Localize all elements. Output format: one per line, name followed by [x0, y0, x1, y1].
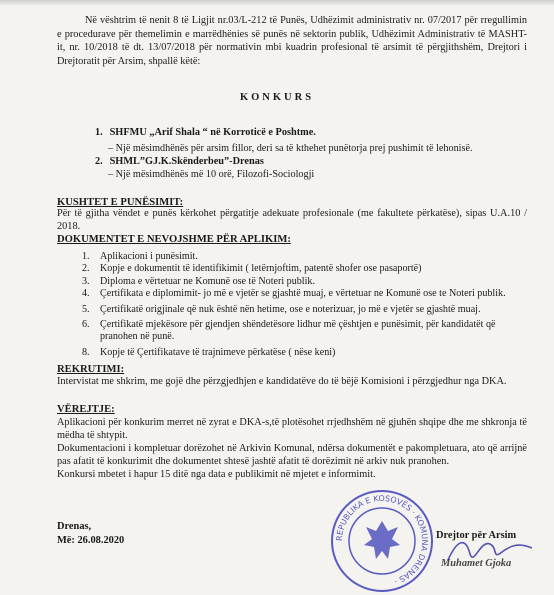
- date-text: Më: 26.08.2020: [57, 535, 125, 546]
- position-2-school: [95, 155, 264, 168]
- list-item: 8. Kopje të Çertifikatave të trajnimeve përkatëse ( nëse keni): [82, 346, 336, 358]
- recruitment-text: Intervistat me shkrim, me gojë dhe përzgjedhjen e kandidatëve do të bëjë Komisioni i përzgjedhur nga DKA.: [57, 376, 507, 387]
- list-item: 3. Diploma e vërtetuar ne Komunë ose të Noteri publik.: [82, 275, 315, 287]
- list-item: 6. Çertifikatë mjekësore për gjendjen shëndetësore lidhur më çështjen e punësimit, për kandidatët që pranohen në punë.: [82, 319, 496, 343]
- documents-list: [82, 251, 522, 359]
- list-item: 2. Kopje e dokumentit të identifikimit ( letërnjoftim, patentë shofer ose pasaportë): [82, 263, 422, 275]
- position-1-description: – Një mësimdhënës për arsim fillor, deri sa të kthehet punëtorja prej pushimit të lehonisë.: [108, 143, 473, 154]
- list-item: 1. Aplikacioni i punësimit.: [82, 251, 198, 262]
- position-2-number: 2.: [95, 156, 103, 167]
- list-item: 5. Çertifikatë origjinale që nuk është nën hetime, ose e noterizuar, jo më e vjetër se gjashtë muaj.: [82, 303, 481, 315]
- position-1-school: [95, 126, 316, 139]
- position-2-title: SHML”GJ.K.Skënderbeu”-Drenas: [109, 156, 264, 167]
- position-1-desc-text: Një mësimdhënës për arsim fillor, deri sa të kthehet punëtorja prej pushimit të lehonisë.: [115, 143, 473, 154]
- place-and-date: [57, 520, 124, 548]
- eagle-emblem-icon: [364, 521, 400, 559]
- intro-paragraph: Në vështrim të nenit 8 të Ligjit nr.03/L-212 të Punës, Udhëzimit administrativ nr. 07/2017 për rregullimin e procedurave për themelimin e marrëdhënies së punës në sektorin publik, Udhëzimit Administrativ të MASHT-it, nr. 10/2018 të dt. 13/07/2018 për normativin mbi kuadrin profesional të arsimit të përgjithshëm, Drejtori i Drejtoratit për Arsim, shpallë këtë:: [57, 15, 527, 67]
- position-2-description: – Një mësimdhënës më 10 orë, Filozofi-Sociologji: [108, 169, 315, 180]
- seal-text: REPUBLIKA E KOSOVËS · KOMUNA DRENAS ·: [334, 493, 430, 586]
- notes-heading: VËREJTJE:: [57, 404, 115, 415]
- list-item: 4. Çertifikata e diplomimit- jo më e vjetër se gjashtë muaj, e vërtetuar ne Komunë ose te Noteri publik.: [82, 288, 506, 300]
- notes-paragraph-1: Aplikacioni për konkurim merret në zyrat e DKA-s,të plotësohet rrjedhshëm në gjuhën shqipe dhe me shkronja të mëdha të shtypit.: [57, 417, 527, 441]
- notes-paragraph-2: Dokumentacioni i kompletuar dorëzohet në Arkivin Komunal, ndërsa dokumentët e pakompletuara, ato që arrijnë pas afatit të konkurimit dhe dokumentet shtesë jashtë afatit të dorëzimit në arkiv nuk pranohen.: [57, 443, 527, 467]
- conditions-text: Për të gjitha vëndet e punës kërkohet përgatitje adekuate profesionale (me fakultete përkatëse), sipas U.A.10 / 2018.: [57, 208, 527, 232]
- signer-title: Drejtor për Arsim: [436, 530, 517, 541]
- place-text: Drenas,: [57, 521, 92, 532]
- position-1-title: SHFMU „Arif Shala “ në Korroticë e Poshtme.: [109, 127, 316, 138]
- signer-name: Muhamet Gjoka: [441, 558, 512, 569]
- handwritten-signature: [440, 530, 540, 570]
- position-1-number: 1.: [95, 127, 103, 138]
- recruitment-heading: REKRUTIMI:: [57, 364, 125, 375]
- position-2-desc-text: Një mësimdhënës më 10 orë, Filozofi-Sociologji: [115, 169, 315, 180]
- conditions-heading: KUSHTET E PUNËSIMIT:: [57, 197, 184, 208]
- documents-heading: DOKUMENTET E NEVOJSHME PËR APLIKIM:: [57, 234, 291, 245]
- document-title: KONKURS: [239, 92, 315, 103]
- official-seal: [328, 487, 436, 595]
- scan-edge: [0, 0, 554, 6]
- notes-paragraph-3: Konkursi mbetet i hapur 15 ditë nga data e publikimit në mjetet e informimit.: [57, 469, 376, 480]
